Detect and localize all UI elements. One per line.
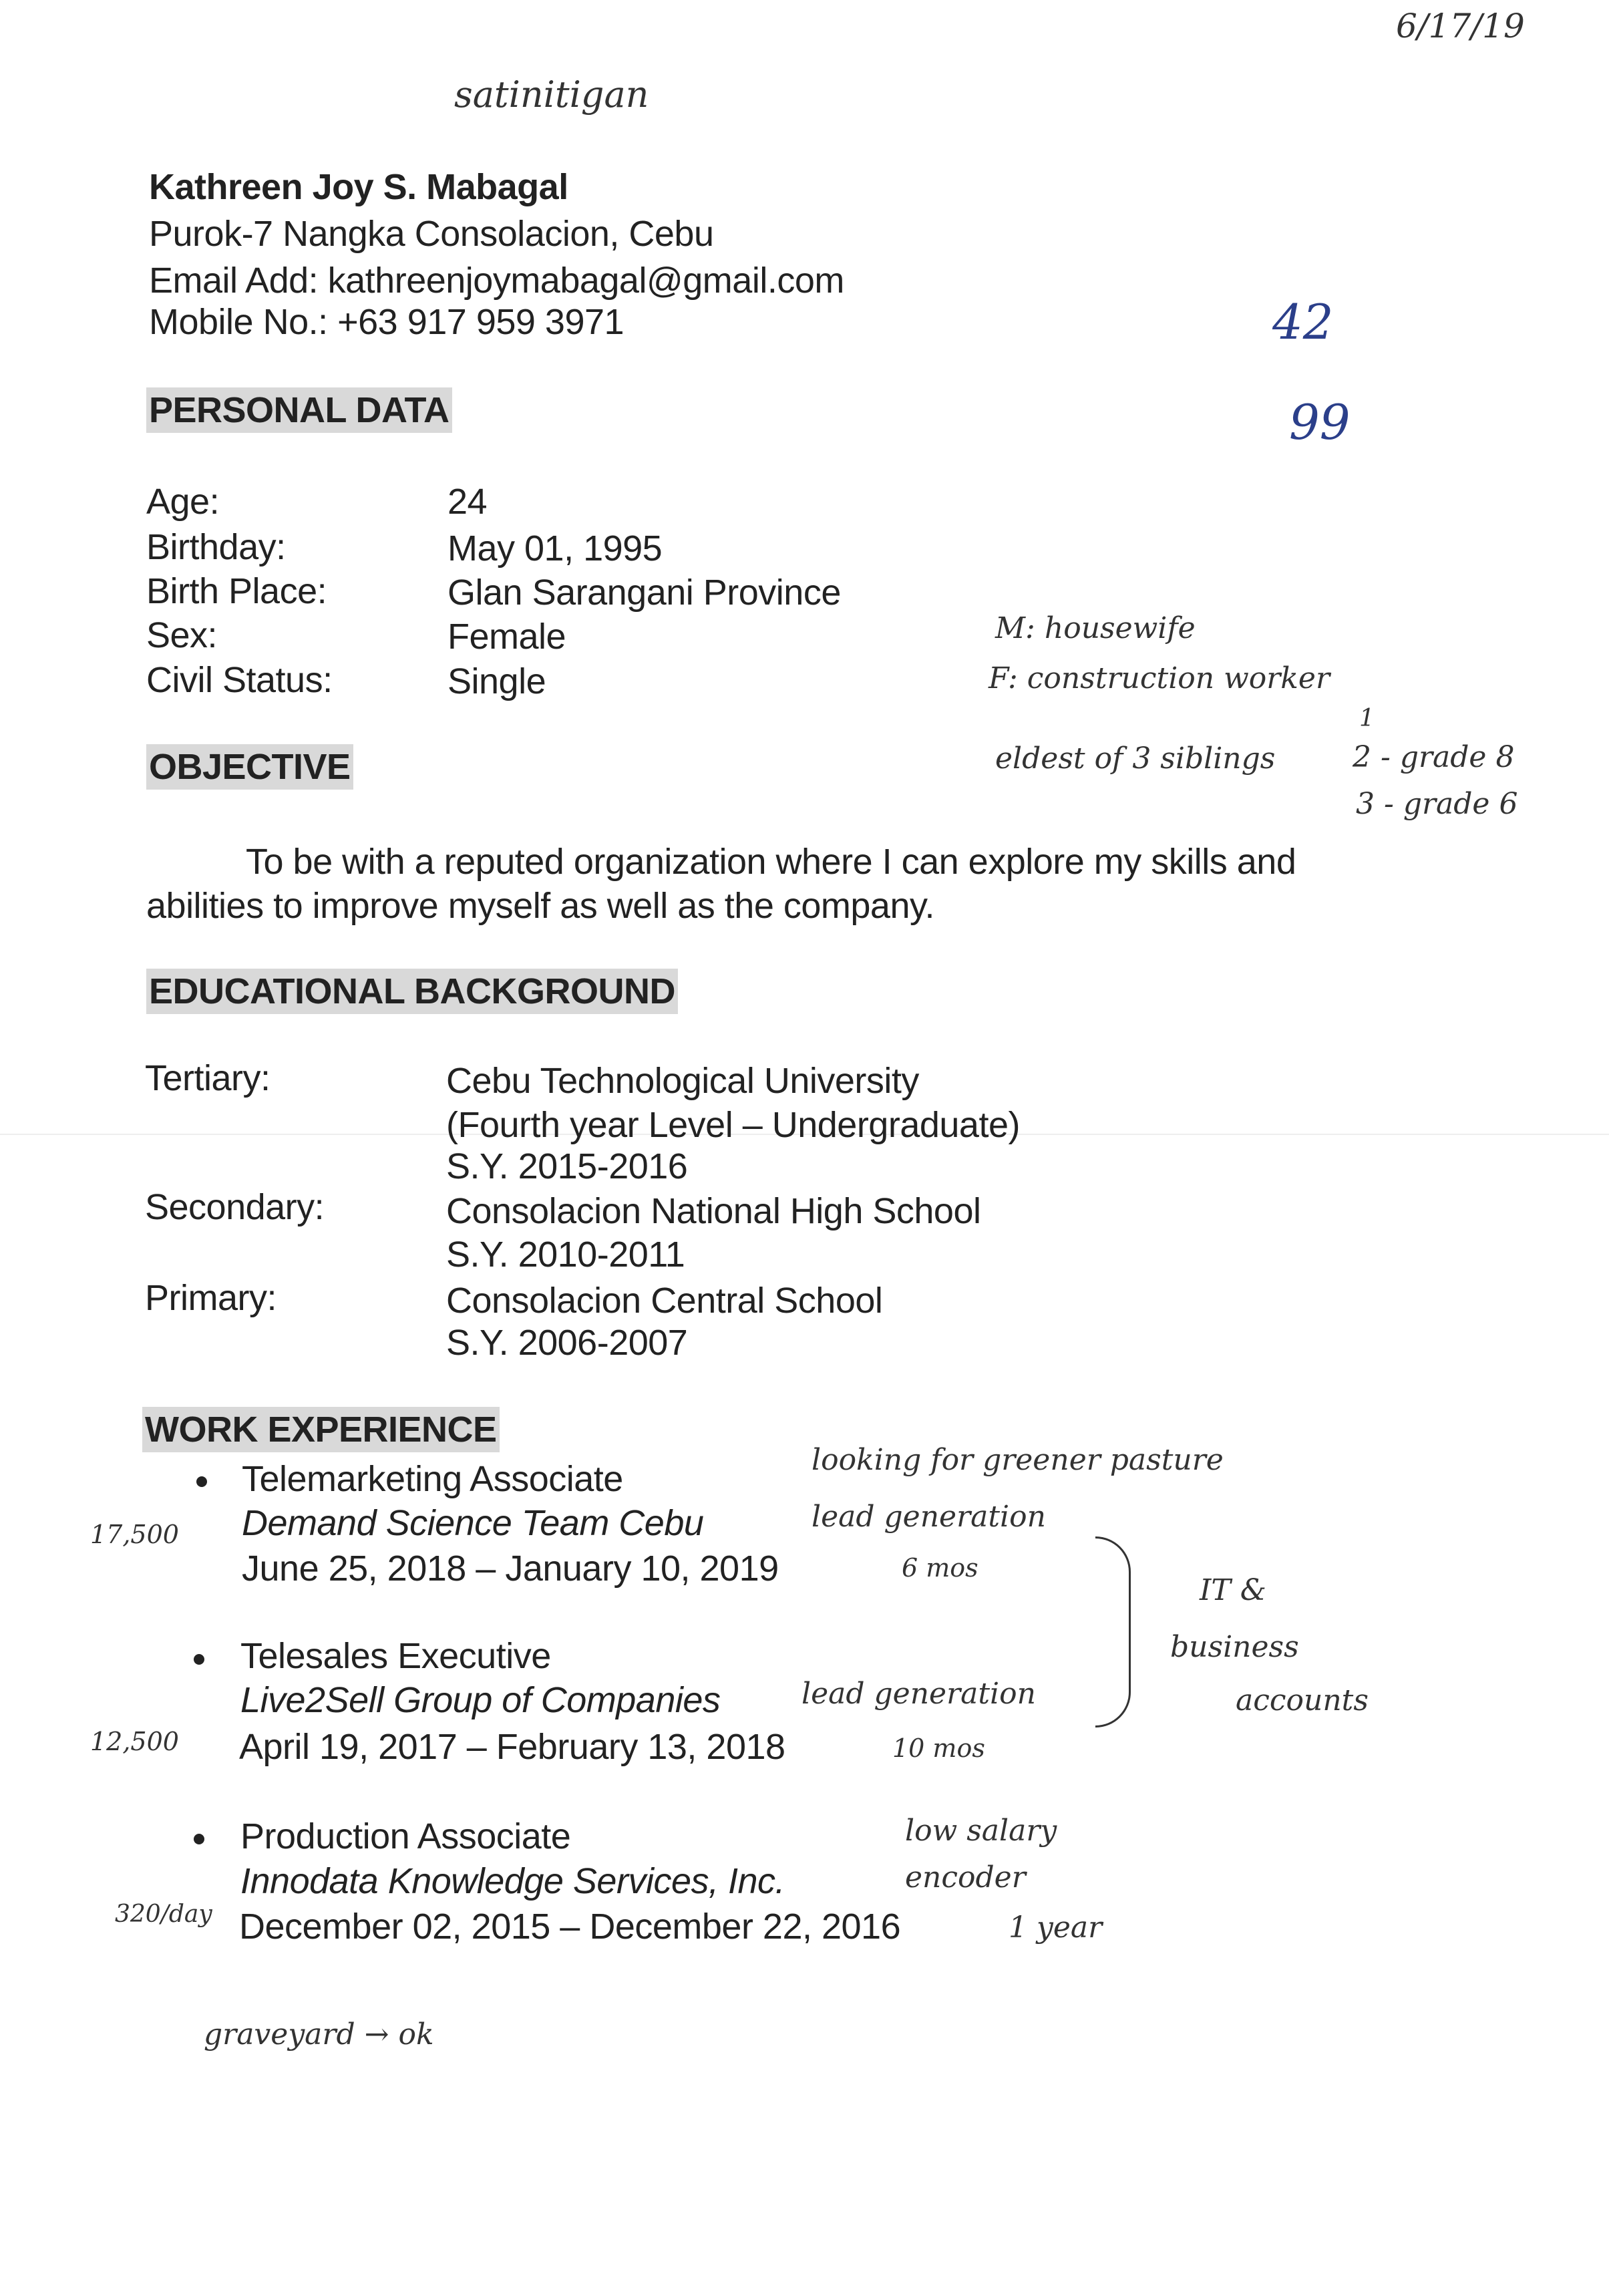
label-civil-status: Civil Status:	[146, 660, 333, 700]
value-birth-place: Glan Sarangani Province	[448, 572, 841, 613]
value-birthday: May 01, 1995	[448, 528, 663, 568]
handwritten-job2-duration: 10 mos	[892, 1734, 985, 1763]
handwritten-surname-note: satinitigan	[454, 73, 649, 116]
handwritten-accounts-3: accounts	[1236, 1683, 1369, 1717]
handwritten-job1-duration: 6 mos	[902, 1553, 978, 1583]
value-civil-status: Single	[448, 661, 546, 701]
value-age: 24	[448, 482, 488, 522]
job-dates: June 25, 2018 – January 10, 2019	[242, 1548, 779, 1589]
handwritten-siblings: eldest of 3 siblings	[995, 742, 1276, 776]
handwritten-job3-role: encoder	[905, 1860, 1026, 1895]
bullet-icon	[194, 1654, 204, 1665]
job-title: Telesales Executive	[240, 1636, 551, 1676]
handwritten-job1-role: lead generation	[812, 1500, 1046, 1534]
handwritten-job1-reason: looking for greener pasture	[812, 1443, 1224, 1477]
section-heading-personal-data: PERSONAL DATA	[146, 387, 452, 433]
label-secondary: Secondary:	[145, 1187, 325, 1227]
job-dates: December 02, 2015 – December 22, 2016	[239, 1907, 901, 1947]
primary-school: Consolacion Central School	[446, 1281, 883, 1321]
job-title: Production Associate	[240, 1816, 571, 1856]
handwritten-father: F: construction worker	[989, 661, 1330, 695]
handwritten-job3-duration: 1 year	[1009, 1911, 1103, 1945]
objective-line-1: To be with a reputed organization where I can explore my skills and	[246, 842, 1296, 882]
bullet-icon	[194, 1834, 204, 1844]
label-birthday: Birthday:	[146, 527, 286, 567]
handwritten-job2-salary: 12,500	[90, 1727, 179, 1756]
mobile: Mobile No.: +63 917 959 3971	[149, 302, 624, 342]
label-primary: Primary:	[145, 1278, 277, 1318]
label-tertiary: Tertiary:	[145, 1058, 271, 1098]
tertiary-school: Cebu Technological University	[446, 1061, 919, 1101]
handwritten-shift-note: graveyard → ok	[204, 2017, 434, 2052]
tertiary-level: (Fourth year Level – Undergraduate)	[446, 1105, 1020, 1145]
job-company: Live2Sell Group of Companies	[240, 1680, 721, 1720]
handwritten-job2-role: lead generation	[801, 1677, 1036, 1711]
handwritten-sibling-2: 2 - grade 8	[1353, 740, 1515, 774]
tertiary-school-year: S.Y. 2015-2016	[446, 1146, 688, 1186]
bullet-icon	[196, 1476, 207, 1487]
handwritten-accounts-2: business	[1170, 1630, 1299, 1664]
handwritten-date: 6/17/19	[1396, 7, 1525, 45]
address: Purok-7 Nangka Consolacion, Cebu	[149, 214, 714, 254]
secondary-school: Consolacion National High School	[446, 1191, 981, 1231]
handwritten-score-99: 99	[1289, 394, 1351, 450]
handwritten-accounts-1: IT &	[1200, 1573, 1266, 1607]
email: Email Add: kathreenjoymabagal@gmail.com	[149, 261, 844, 301]
section-heading-objective: OBJECTIVE	[146, 744, 353, 790]
job-title: Telemarketing Associate	[242, 1459, 623, 1499]
handwritten-sibling-3: 3 - grade 6	[1356, 787, 1518, 821]
value-sex: Female	[448, 617, 566, 657]
handwritten-job1-salary: 17,500	[90, 1520, 179, 1549]
handwritten-score-42: 42	[1272, 294, 1334, 350]
label-sex: Sex:	[146, 615, 218, 655]
section-heading-work-experience: WORK EXPERIENCE	[142, 1407, 500, 1452]
section-heading-education: EDUCATIONAL BACKGROUND	[146, 969, 678, 1014]
primary-school-year: S.Y. 2006-2007	[446, 1323, 688, 1363]
handwritten-bracket	[1095, 1536, 1131, 1728]
secondary-school-year: S.Y. 2010-2011	[446, 1235, 685, 1275]
job-company: Innodata Knowledge Services, Inc.	[240, 1861, 785, 1901]
job-dates: April 19, 2017 – February 13, 2018	[239, 1727, 785, 1767]
handwritten-mother: M: housewife	[995, 611, 1196, 645]
label-birth-place: Birth Place:	[146, 571, 327, 611]
handwritten-job3-reason: low salary	[905, 1814, 1057, 1848]
handwritten-sibling-1: 1	[1359, 705, 1375, 732]
job-company: Demand Science Team Cebu	[242, 1503, 704, 1543]
objective-line-2: abilities to improve myself as well as the company.	[146, 886, 934, 926]
label-age: Age:	[146, 482, 220, 522]
handwritten-job3-salary: 320/day	[115, 1901, 212, 1928]
applicant-name: Kathreen Joy S. Mabagal	[149, 167, 568, 207]
